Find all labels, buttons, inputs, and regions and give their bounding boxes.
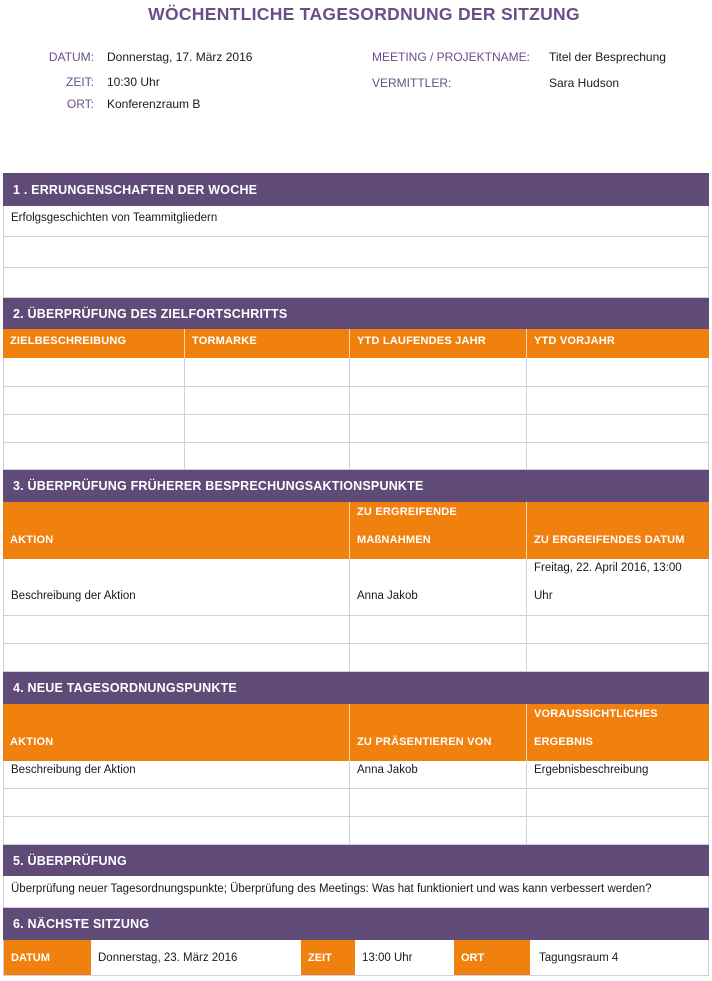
column-header: TORMARKE — [184, 329, 349, 358]
column-header: AKTION — [10, 736, 54, 748]
zeit-label: ZEIT: — [65, 75, 94, 89]
section-3-header: 3. ÜBERPRÜFUNG FRÜHERER BESPRECHUNGSAKTIONSPUNKTE — [3, 470, 709, 502]
table-row — [3, 789, 709, 817]
table-row — [3, 415, 709, 443]
table-row — [3, 559, 709, 616]
column-header: ZIELBESCHREIBUNG — [10, 335, 127, 347]
next-ort-value: Tagungsraum 4 — [539, 951, 619, 964]
datum-value: Donnerstag, 17. März 2016 — [107, 50, 253, 64]
table-row — [3, 644, 709, 672]
section-3-column-headers — [3, 502, 709, 559]
table-row — [3, 616, 709, 644]
next-datum-value: Donnerstag, 23. März 2016 — [98, 951, 238, 964]
table-cell: Beschreibung der Aktion — [11, 764, 136, 776]
section-1-row-text: Erfolgsgeschichten von Teammitgliedern — [11, 212, 218, 224]
vermittler-value: Sara Hudson — [549, 76, 620, 90]
section-4-header: 4. NEUE TAGESORDNUNGSPUNKTE — [3, 672, 709, 704]
table-row — [3, 358, 709, 387]
section-1-row — [3, 206, 709, 237]
column-header: ZU PRÄSENTIEREN VON — [349, 704, 526, 761]
column-header: ZU ERGREIFENDES DATUM — [526, 502, 709, 559]
page-title: WÖCHENTLICHE TAGESORDNUNG DER SITZUNG — [148, 4, 580, 24]
meeting-value: Titel der Besprechung — [549, 50, 666, 64]
meeting-label: MEETING / PROJEKTNAME: — [372, 50, 531, 64]
section-2-header: 2. ÜBERPRÜFUNG DES ZIELFORTSCHRITTS — [3, 298, 709, 329]
column-header: ZU ERGREIFENDE MAßNAHMEN — [349, 502, 526, 559]
table-row — [3, 387, 709, 415]
table-cell: Anna Jakob — [349, 761, 526, 788]
section-6-header: 6. NÄCHSTE SITZUNG — [3, 908, 709, 940]
table-row — [3, 817, 709, 845]
table-cell: Ergebnisbeschreibung — [526, 761, 708, 788]
next-ort-label: ORT — [454, 940, 530, 975]
column-header: YTD LAUFENDES JAHR — [349, 329, 526, 358]
next-datum-label: DATUM — [4, 940, 91, 975]
datum-label: DATUM: — [48, 50, 94, 64]
zeit-value: 10:30 Uhr — [107, 75, 160, 89]
vermittler-label: VERMITTLER: — [372, 76, 452, 90]
table-row — [3, 761, 709, 789]
table-cell: Freitag, 22. April 2016, 13:00 Uhr — [526, 559, 708, 615]
next-meeting-row — [3, 940, 709, 976]
column-header: YTD VORJAHR — [526, 329, 709, 358]
next-zeit-label: ZEIT — [301, 940, 355, 975]
table-cell: Anna Jakob — [349, 559, 526, 615]
section-1-row — [3, 237, 709, 268]
ort-value: Konferenzraum B — [107, 97, 201, 111]
table-cell: Beschreibung der Aktion — [11, 590, 136, 602]
column-header: AKTION — [10, 534, 54, 546]
section-5-row — [3, 876, 709, 908]
section-5-text: Überprüfung neuer Tagesordnungspunkte; Überprüfung des Meetings: Was hat funktioniert und was kann verbessert werden? — [11, 882, 652, 895]
section-1-header: 1 . ERRUNGENSCHAFTEN DER WOCHE — [3, 173, 709, 206]
next-zeit-value: 13:00 Uhr — [362, 951, 413, 964]
section-5-header: 5. ÜBERPRÜFUNG — [3, 845, 709, 876]
section-1-row — [3, 268, 709, 298]
section-2-column-headers — [3, 329, 709, 358]
table-row — [3, 443, 709, 470]
column-header: VORAUSSICHTLICHES ERGEBNIS — [526, 704, 709, 761]
section-4-column-headers — [3, 704, 709, 761]
ort-label: ORT: — [66, 97, 94, 111]
